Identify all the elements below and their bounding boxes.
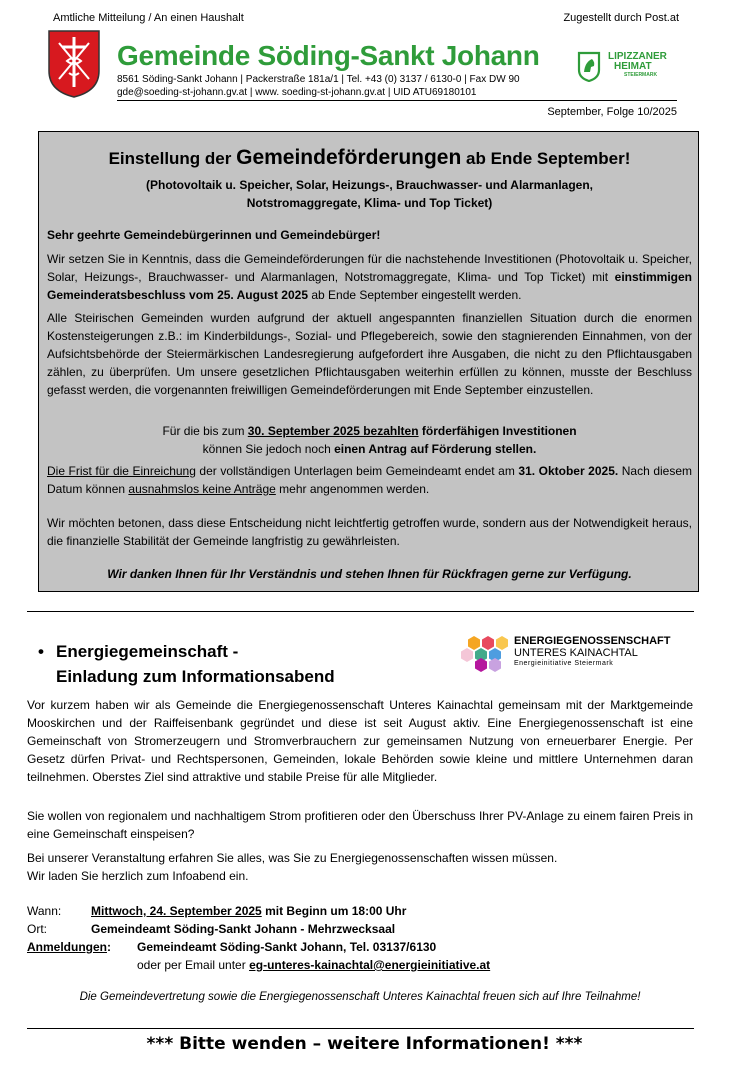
energy-section-title: • Energiegemeinschaft - Einladung zum Informationsabend — [38, 639, 335, 689]
notice-paragraph-3: Für die bis zum 30. September 2025 bezahlten förderfähigen Investitionen können Sie jedoch noch einen Antrag auf Förderung stellen. — [162, 424, 577, 456]
email-link[interactable]: eg-unteres-kainachtal@energieinitiative.at — [249, 958, 491, 972]
event-email: oder per Email unter eg-unteres-kainachtal@energieinitiative.at — [137, 958, 491, 972]
eg-logo-line-1: ENERGIEGENOSSENSCHAFT — [514, 635, 671, 647]
notice-paragraph-5: Wir möchten betonen, dass diese Entscheidung nicht leichtfertig getroffen wurde, sondern aus der Notwendigkeit heraus, die finanzielle Stabilität der Gemeinde langfristig zu gewährleisten. — [47, 516, 692, 548]
horse-head-icon — [576, 50, 602, 82]
energy-paragraph-2: Sie wollen von regionalem und nachhaltigem Strom profitieren oder den Überschuss Ihrer PV-Anlage zu einem fairen Preis in eine Gemeinschaft einspeisen? — [27, 809, 693, 841]
logo-line-3: STEIERMARK — [624, 72, 658, 78]
delivery-note: Zugestellt durch Post.at — [563, 12, 679, 24]
energy-paragraph-3: Bei unserer Veranstaltung erfahren Sie alles, was Sie zu Energiegenossenschaften wissen müssen. Wir laden Sie herzlich zum Infoabend ein. — [27, 851, 558, 883]
notice-box — [38, 131, 699, 592]
section-divider — [27, 611, 694, 612]
event-registration: Anmeldungen: Gemeindeamt Söding-Sankt Johann, Tel. 03137/6130 — [27, 940, 437, 954]
recipient-note: Amtliche Mitteilung / An einen Haushalt — [53, 12, 244, 24]
energy-closing: Die Gemeindevertretung sowie die Energiegenossenschaft Unteres Kainachtal freuen sich auf Ihre Teilnahme! — [79, 991, 641, 1003]
lipizzaner-logo — [576, 48, 681, 88]
logo-line-2: HEIMAT — [614, 61, 652, 72]
energy-cooperative-logo — [460, 634, 700, 672]
greeting: Sehr geehrte Gemeindebürgerinnen und Gemeindebürger! — [47, 228, 381, 242]
eg-logo-line-3: Energieinitiative Steiermark — [514, 660, 614, 667]
coat-of-arms-icon — [47, 29, 101, 99]
address-line: 8561 Söding-Sankt Johann | Packerstraße 181a/1 | Tel. +43 (0) 3137 / 6130-0 | Fax DW 90 — [117, 74, 520, 85]
header-rule — [117, 100, 677, 101]
please-turn-note: *** Bitte wenden – weitere Informationen! *** — [146, 1034, 583, 1054]
bullet: • — [38, 642, 44, 661]
municipality-title: Gemeinde Söding-Sankt Johann — [117, 40, 540, 71]
notice-title-emphasis: Gemeindeförderungen — [236, 146, 462, 169]
notice-subtitle: (Photovoltaik u. Speicher, Solar, Heizungs-, Brauchwasser- und Alarmanlagen, Notstromaggregate, Klima- und Top Ticket) — [146, 178, 593, 210]
notice-paragraph-2: Alle Steirischen Gemeinden wurden aufgrund der aktuell angespannten finanziellen Situation durch die enormen Kostensteigerungen z.B.: im Kinderbildungs-, Sozial- und Pflegebereich, sowie den stagnierenden Einnahmen, von der Aufsichtsbehörde der Steiermärkischen Landesregierung aufgefordert ihre Ausgaben, die nicht zu den Pflichtausgaben zählen, zu überprüfen. Um unsere gesetzlichen Pflichtausgaben weiterhin erfüllen zu können, musste der Beschluss gefasst werden, die vorgenannten freiwilligen Gemeindeförderungen mit Ende September einzustellen. — [47, 311, 692, 397]
event-where: Ort: Gemeindeamt Söding-Sankt Johann - Mehrzwecksaal — [27, 922, 396, 936]
notice-paragraph-4: Die Frist für die Einreichung der vollständigen Unterlagen beim Gemeindeamt endet am 31. Oktober 2025. Nach diesem Datum können ausnahmslos keine Anträge mehr angenommen werden. — [47, 464, 692, 496]
notice-paragraph-1: Wir setzen Sie in Kenntnis, dass die Gemeindeförderungen für die nachstehende Investitionen (Photovoltaik u. Speicher, Solar, Heizungs-, Brauchwasser- und Alarmanlagen, Notstromaggregate, Klima- und Top Ticket) mit einstimmigen Gemeinderatsbeschluss vom 25. August 2025 ab Ende September eingestellt werden. — [47, 252, 692, 302]
issue-number: September, Folge 10/2025 — [547, 106, 677, 118]
energy-paragraph-1: Vor kurzem haben wir als Gemeinde die Energiegenossenschaft Unteres Kainachtal gemeinsam mit der Marktgemeinde Mooskirchen und der Raiffeisenbank gegründet und diese ist seit August aktiv. Eine Energiegenossenschaft ist eine Gemeinschaft von Stromerzeugern und Stromverbrauchern zur gemeinsamen Nutzung von erneuerbarer Energie. Per Gesetz dürfen Privat- und Rechtspersonen, Gemeinden, lokale Behörden sowie kleine und mittlere Unternehmen daran teilnehmen. Oberstes Ziel sind attraktive und stabile Preise für alle Mitglieder. — [27, 698, 693, 784]
notice-title: Einstellung der Gemeindeförderungen ab Ende September! — [108, 146, 631, 169]
notice-thanks: Wir danken Ihnen für Ihr Verständnis und stehen Ihnen für Rückfragen gerne zur Verfügung. — [107, 567, 632, 581]
logo-line-1: LIPIZZANER — [608, 51, 667, 62]
eg-logo-line-2: UNTERES KAINACHTAL — [514, 647, 638, 659]
footer-divider — [27, 1028, 694, 1029]
contact-line: gde@soeding-st-johann.gv.at | www. soeding-st-johann.gv.at | UID ATU69180101 — [117, 87, 477, 98]
event-details — [27, 902, 693, 974]
hexagon-cluster-icon — [460, 634, 512, 672]
event-when: Wann: Mittwoch, 24. September 2025 mit Beginn um 18:00 Uhr — [27, 904, 407, 918]
